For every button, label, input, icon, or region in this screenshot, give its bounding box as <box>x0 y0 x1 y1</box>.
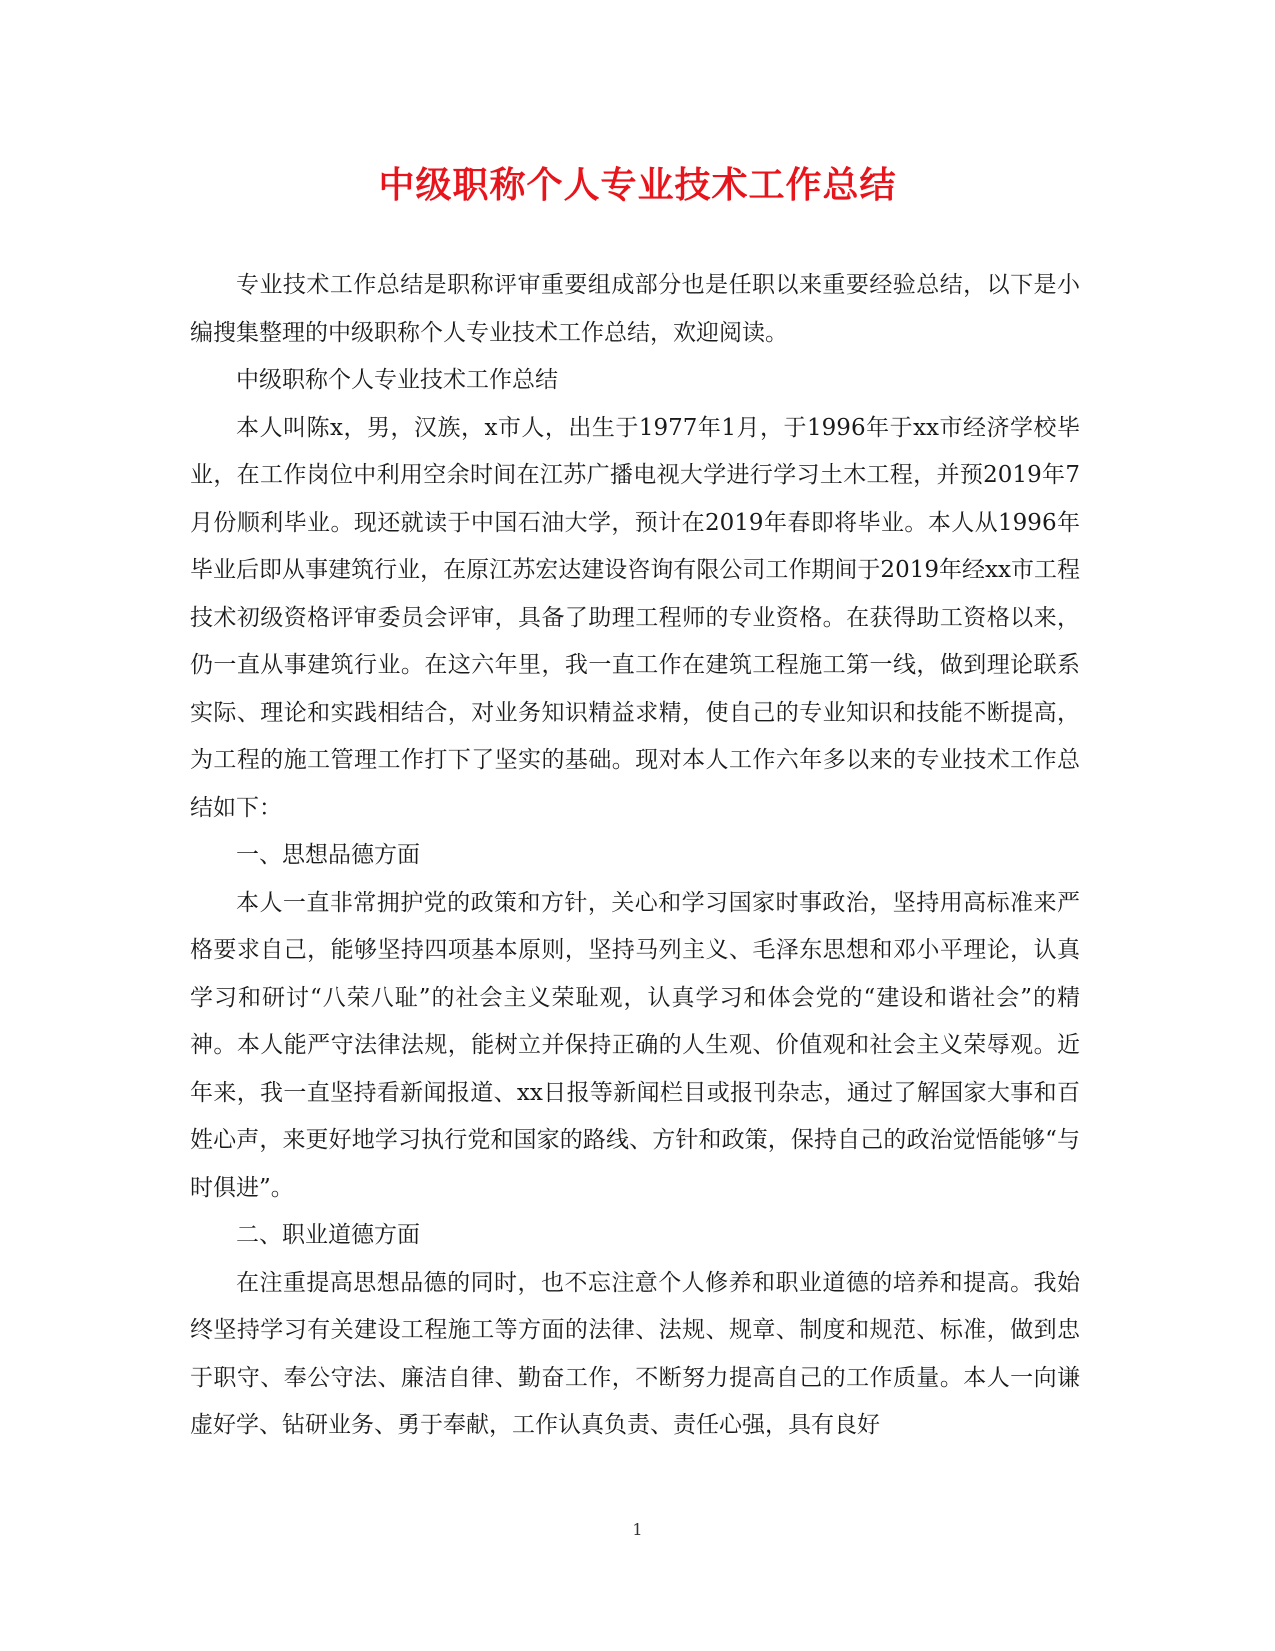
page-number: 1 <box>632 1520 643 1539</box>
paragraph-subtitle: 中级职称个人专业技术工作总结 <box>236 367 558 393</box>
paragraph-personal-info: 本人叫陈x，男，汉族，x市人，出生于1977年1月，于1996年于xx市经济学校毕业，在工作岗位中利用空余时间在江苏广播电视大学进行学习土木工程，并预2019年7月份顺利毕业。现还就读于中国石油大学，预计在2019年春即将毕业。本人从1996年毕业后即从事建筑行业，在原江苏宏达建设咨询有限公司工作期间于2019年经xx市工程技术初级资格评审委员会评审，具备了助理工程师的专业资格。在获得助工资格以来，仍一直从事建筑行业。在这六年里，我一直工作在建筑工程施工第一线，做到理论联系实际、理论和实践相结合，对业务知识精益求精，使自己的专业知识和技能不断提高，为工程的施工管理工作打下了坚实的基础。现对本人工作六年多以来的专业技术工作总结如下： <box>190 414 1080 821</box>
section-heading-professional-ethics: 二、职业道德方面 <box>236 1222 420 1248</box>
document-body <box>190 262 1080 1450</box>
document-title: 中级职称个人专业技术工作总结 <box>378 164 897 206</box>
section-heading-ideology: 一、思想品德方面 <box>236 842 420 868</box>
paragraph-ideology: 本人一直非常拥护党的政策和方针，关心和学习国家时事政治，坚持用高标准来严格要求自己，能够坚持四项基本原则，坚持马列主义、毛泽东思想和邓小平理论，认真学习和研讨“八荣八耻”的社会主义荣耻观，认真学习和体会党的“建设和谐社会”的精神。本人能严守法律法规，能树立并保持正确的人生观、价值观和社会主义荣辱观。近年来，我一直坚持看新闻报道、xx日报等新闻栏目或报刊杂志，通过了解国家大事和百姓心声，来更好地学习执行党和国家的路线、方针和政策，保持自己的政治觉悟能够“与时俱进”。 <box>190 889 1080 1201</box>
paragraph-intro: 专业技术工作总结是职称评审重要组成部分也是任职以来重要经验总结，以下是小编搜集整理的中级职称个人专业技术工作总结，欢迎阅读。 <box>190 272 1080 346</box>
paragraph-professional-ethics: 在注重提高思想品德的同时，也不忘注意个人修养和职业道德的培养和提高。我始终坚持学习有关建设工程施工等方面的法律、法规、规章、制度和规范、标准，做到忠于职守、奉公守法、廉洁自律、勤奋工作，不断努力提高自己的工作质量。本人一向谦虚好学、钻研业务、勇于奉献，工作认真负责、责任心强，具有良好 <box>190 1269 1080 1438</box>
